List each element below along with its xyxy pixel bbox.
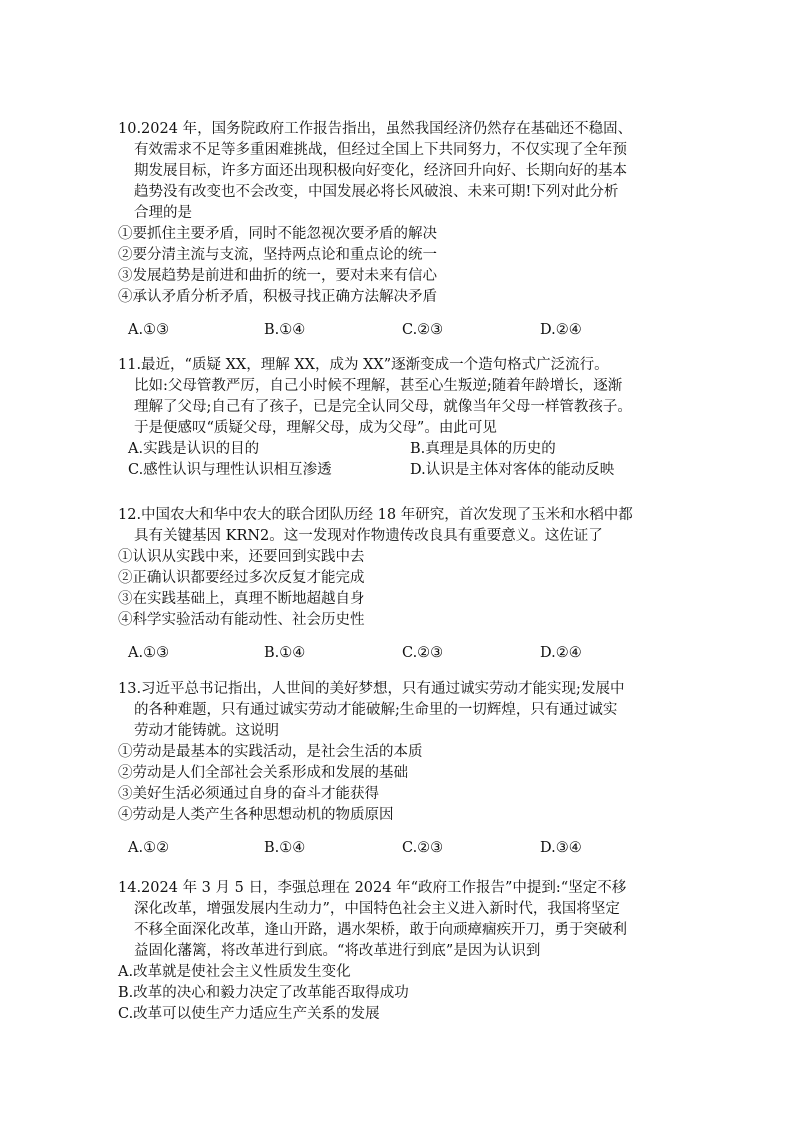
statement-item: ①劳动是最基本的实践活动，是社会生活的本质: [118, 744, 423, 760]
choice-b: B.真理是具体的历史的: [410, 441, 556, 457]
question-stem-line: 深化改革，增强发展内生动力”，中国特色社会主义进入新时代，我国将坚定: [134, 901, 620, 917]
choice-a: A.①②: [128, 840, 170, 856]
statement-item: ①要抓住主要矛盾，同时不能忽视次要矛盾的解决: [118, 226, 437, 242]
choice-b: B.改革的决心和毅力决定了改革能否取得成功: [118, 985, 409, 1001]
answer-choices: [118, 439, 718, 481]
answer-choices: [118, 643, 718, 664]
choice-a: A.实践是认识的目的: [128, 441, 260, 457]
statement-item: ③发展趋势是前进和曲折的统一，要对未来有信心: [118, 268, 437, 284]
choice-d: D.认识是主体对客体的能动反映: [410, 462, 615, 478]
choice-d: D.②④: [540, 645, 582, 661]
question-11: [118, 355, 718, 481]
question-stem-line: 的各种难题，只有通过诚实劳动才能破解;生命里的一切辉煌，只有通过诚实: [134, 702, 618, 718]
question-stem-line: 12.中国农大和华中农大的联合团队历经 18 年研究，首次发现了玉米和水稻中都: [118, 507, 633, 523]
choice-c: C.②③: [402, 645, 444, 661]
question-stem-line: 合理的是: [134, 205, 192, 221]
question-stem-line: 于是便感叹“质疑父母，理解父母，成为父母”。由此可见: [134, 420, 497, 436]
choice-a: A.①③: [128, 322, 170, 338]
choice-c: C.改革可以使生产力适应生产关系的发展: [118, 1006, 380, 1022]
statement-item: ④承认矛盾分析矛盾，积极寻找正确方法解决矛盾: [118, 289, 437, 305]
answer-choices: [118, 838, 718, 859]
statement-item: ②正确认识都要经过多次反复才能完成: [118, 570, 365, 586]
question-13: [118, 679, 718, 859]
question-stem-line: 理解了父母;自己有了孩子，已是完全认同父母，就像当年父母一样管教孩子。: [134, 399, 632, 415]
choice-a: A.改革就是使社会主义性质发生变化: [118, 964, 351, 980]
choice-c: C.②③: [402, 322, 444, 338]
question-stem-line: 比如:父母管教严厉，自己小时候不理解，甚至心生叛逆;随着年龄增长，逐渐: [134, 378, 623, 394]
statement-item: ③美好生活必须通过自身的奋斗才能获得: [118, 786, 379, 802]
question-14: [118, 878, 718, 1025]
question-stem-line: 14.2024 年 3 月 5 日，李强总理在 2024 年“政府工作报告”中提到:“坚定不移: [118, 880, 627, 896]
question-stem-line: 具有关键基因 KRN2。这一发现对作物遗传改良具有重要意义。这佐证了: [134, 528, 603, 544]
choice-d: D.③④: [540, 840, 582, 856]
question-stem-line: 期发展目标，许多方面还出现积极向好变化，经济回升向好、长期向好的基本: [134, 163, 627, 179]
statement-item: ②劳动是人们全部社会关系形成和发展的基础: [118, 765, 408, 781]
question-stem-line: 趋势没有改变也不会改变，中国发展必将长风破浪、未来可期!下列对此分析: [134, 184, 619, 200]
question-stem-line: 13.习近平总书记指出，人世间的美好梦想，只有通过诚实劳动才能实现;发展中: [118, 681, 625, 697]
choice-b: B.①④: [264, 840, 306, 856]
question-stem-line: 10.2024 年，国务院政府工作报告指出，虽然我国经济仍然存在基础还不稳固、: [118, 121, 633, 137]
answer-choices: [118, 320, 718, 341]
choice-c: C.②③: [402, 840, 444, 856]
statement-item: ②要分清主流与支流，坚持两点论和重点论的统一: [118, 247, 437, 263]
choice-d: D.②④: [540, 322, 582, 338]
question-stem-line: 不移全面深化改革，逢山开路，遇水架桥，敢于向顽瘴痼疾开刀，勇于突破利: [134, 922, 627, 938]
question-stem-line: 有效需求不足等多重困难挑战，但经过全国上下共同努力，不仅实现了全年预: [134, 142, 627, 158]
choice-a: A.①③: [128, 645, 170, 661]
statement-item: ④劳动是人类产生各种思想动机的物质原因: [118, 807, 394, 823]
statement-item: ④科学实验活动有能动性、社会历史性: [118, 612, 365, 628]
question-stem-line: 益固化藩篱，将改革进行到底。“将改革进行到底”是因为认识到: [134, 943, 541, 959]
statement-item: ③在实践基础上，真理不断地超越自身: [118, 591, 365, 607]
statement-item: ①认识从实践中来，还要回到实践中去: [118, 549, 365, 565]
question-stem-line: 劳动才能铸就。这说明: [134, 723, 279, 739]
choice-b: B.①④: [264, 645, 306, 661]
choice-b: B.①④: [264, 322, 306, 338]
choice-c: C.感性认识与理性认识相互渗透: [128, 462, 332, 478]
question-10: [118, 119, 718, 341]
question-12: [118, 505, 718, 664]
question-stem-line: 11.最近，“质疑 XX，理解 XX，成为 XX”逐渐变成一个造句格式广泛流行。: [118, 357, 609, 373]
